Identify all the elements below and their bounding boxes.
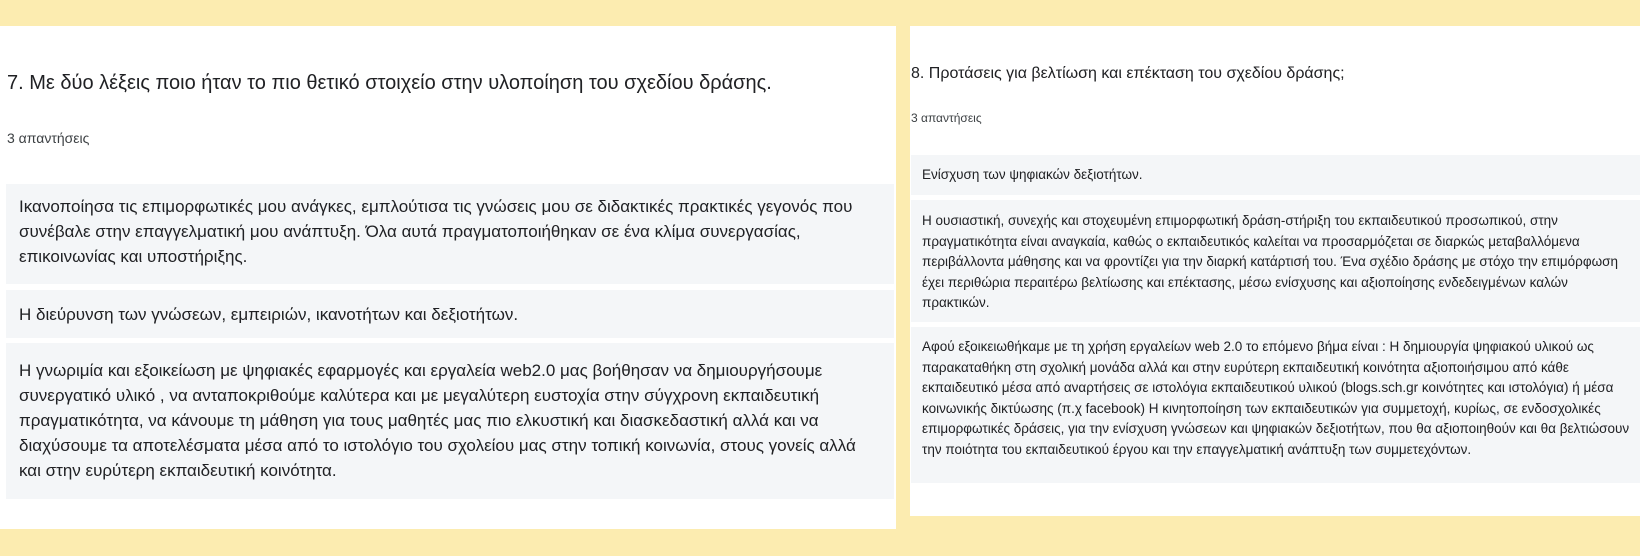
question-7-response-count: 3 απαντήσεις [7,130,90,146]
question-8-answer: Ενίσχυση των ψηφιακών δεξιοτήτων. [911,155,1640,195]
question-8-answer: Η ουσιαστική, συνεχής και στοχευμένη επιμορφωτική δράση-στήριξη του εκπαιδευτικού προσωπικού, στην πραγματικότητα είναι αναγκαία, καθώς ο εκπαιδευτικός καλείται να προσαρμόζεται σε διαρκώς μεταβαλλόμενα περιβάλλοντα μάθησης και να φροντίζει για την διαρκή κατάρτισή του. Ένα σχέδιο δράσης με στόχο την επιμόρφωση έχει περιθώρια περαιτέρω βελτίωσης και επέκτασης, μέσω ενίσχυσης και αξιοποίησης ενδεδειγμένων καλών πρακτικών. [911,200,1640,322]
question-8-answer: Αφού εξοικειωθήκαμε με τη χρήση εργαλείων web 2.0 το επόμενο βήμα είναι : Η δημιουργία ψηφιακού υλικού ως παρακαταθήκη στη σχολική μονάδα αλλά και στην ευρύτερη εκπαιδευτική κοινότητα αξιοποιήσιμου από κάθε εκπαιδευτικό μέσα από αναρτήσεις σε ιστολόγια εκπαιδευτικού υλικού (blogs.sch.gr κοινότητες και ιστολόγια) ή μέσα κοινωνικής δικτύωσης (π.χ facebook) Η κινητοποίηση των εκπαιδευτικών για συμμετοχή, κυρίως, σε ενδοσχολικές επιμορφωτικές δράσεις, για την ενίσχυση γνώσεων και ψηφιακών δεξιοτήτων, που θα αξιοποιηθούν και θα βελτιώσουν την ποιότητα του εκπαιδευτικού έργου και την επαγγελματική ανάπτυξη των συμμετεχόντων. [911,327,1640,483]
question-8-response-count: 3 απαντήσεις [911,111,982,125]
question-8-title: 8. Προτάσεις για βελτίωση και επέκταση του σχεδίου δράσης; [911,65,1345,82]
question-7-title: 7. Με δύο λέξεις ποιο ήταν το πιο θετικό στοιχείο στην υλοποίηση του σχεδίου δράσης. [7,72,772,94]
question-7-answer: Η γνωριμία και εξοικείωση με ψηφιακές εφαρμογές και εργαλεία web2.0 μας βοήθησαν να δημιουργήσουμε συνεργατικό υλικό , να ανταποκριθούμε καλύτερα και με μεγαλύτερη ευστοχία στην σύγχρονη εκπαιδευτική πραγματικότητα, να κάνουμε τη μάθηση για τους μαθητές μας πιο ελκυστική και διασκεδαστική αλλά και να διαχύσουμε τα αποτελέσματα μέσα από το ιστολόγιο του σχολείου μας στην τοπική κοινωνία, στους γονείς αλλά και στην ευρύτερη εκπαιδευτική κοινότητα. [6,343,894,499]
question-7-answer: Ικανοποίησα τις επιμορφωτικές μου ανάγκες, εμπλούτισα τις γνώσεις μου σε διδακτικές πρακτικές γεγονός που συνέβαλε στην επαγγελματική μου ανάπτυξη. Όλα αυτά πραγματοποιήθηκαν σε ένα κλίμα συνεργασίας, επικοινωνίας και υποστήριξης. [6,184,894,284]
question-7-answer: Η διεύρυνση των γνώσεων, εμπειριών, ικανοτήτων και δεξιοτήτων. [6,290,894,338]
